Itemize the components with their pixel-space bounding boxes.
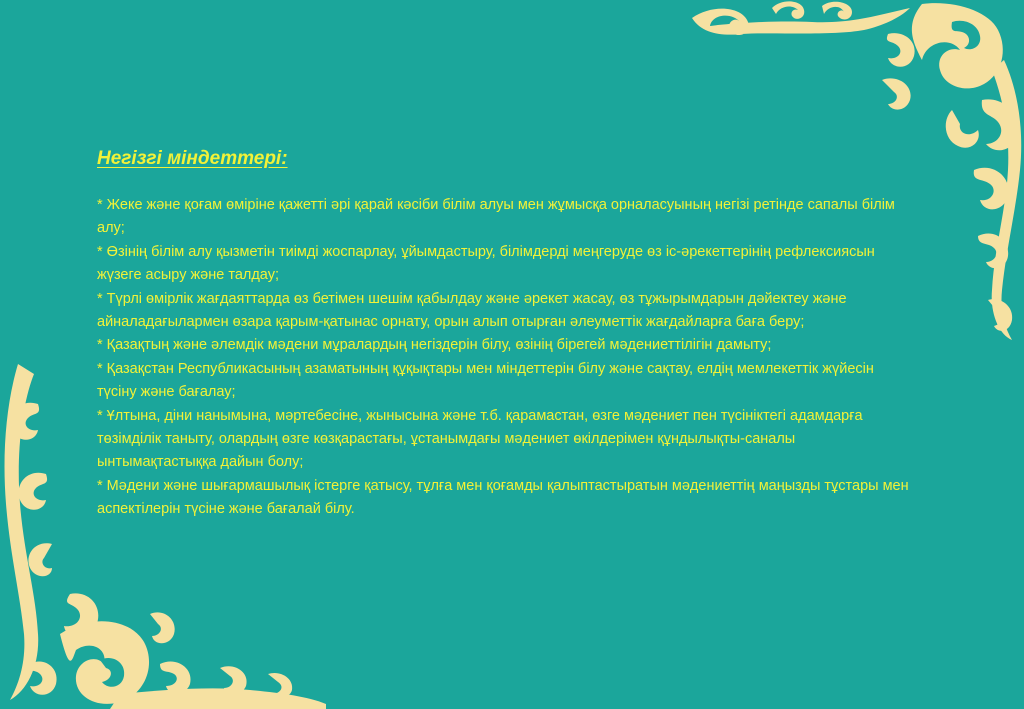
list-item: * Ұлтына, діни нанымына, мәртебесіне, жынысына және т.б. қарамастан, өзге мәдениет пен түсініктегі адамдарға төзімділік таныту, олардың өзге көзқарастағы, ұстанымдағы мәдениет өкілдерімен құндылықты-саналы ынтымақтастыққа дайын болу;: [97, 407, 863, 471]
list-item: * Өзінің білім алу қызметін тиімді жоспарлау, ұйымдастыру, білімдерді меңгеруде өз іс-әрекеттерінің рефлексиясын жүзеге асыру және талдау;: [97, 243, 875, 284]
list-item: * Мәдени және шығармашылық істерге қатысу, тұлға мен қоғамды қалыптастыратын мәдениеттің маңызды тұстары мен аспектілерін түсіне және бағалай білу.: [97, 477, 909, 518]
text-block: [97, 146, 917, 522]
list-item: * Жеке және қоғам өміріне қажетті әрі қарай кәсіби білім алуы мен жұмысқа орналасуының негізі ретінде сапалы білім алу;: [97, 197, 895, 237]
list-item: * Түрлі өмірлік жағдаяттарда өз бетімен шешім қабылдау және әрекет жасау, өз тұжырымдарын дәйектеу және айналадағылармен өзара қарым-қатынас орнату, орын алып отырған әлеуметтік жағдайларға баға беру;: [97, 290, 847, 331]
slide-heading: Негізгі міндеттері:: [97, 148, 288, 169]
list-item: * Қазақтың және әлемдік мәдени мұралардың негіздерін білу, өзінің бірегей мәдениеттілігін дамыту;: [97, 337, 772, 354]
task-list: [97, 194, 917, 522]
list-item: * Қазақстан Республикасының азаматының құқықтары мен міндеттерін білу және сақтау, елдің мемлекеттік жүйесін түсіну және бағалау;: [97, 360, 874, 401]
